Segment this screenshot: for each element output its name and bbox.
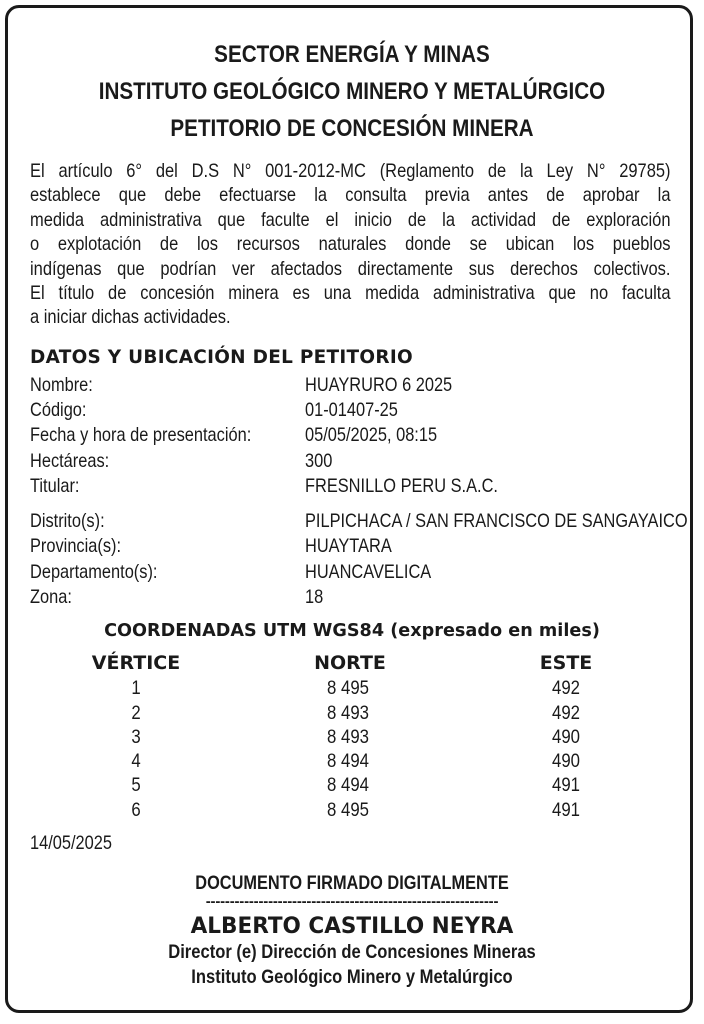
vertex-cell: 3 (131, 726, 141, 748)
header-sector: SECTOR ENERGÍA Y MINAS (214, 41, 490, 68)
vertex-cell: 6 (131, 799, 141, 821)
field-label: Distrito(s): (30, 510, 105, 532)
field-titular (0, 475, 704, 499)
field-label: Provincia(s): (30, 535, 122, 557)
field-value: HUAYRURO 6 2025 (305, 374, 453, 396)
header-institute: INSTITUTO GEOLÓGICO MINERO Y METALÚRGICO (98, 78, 606, 105)
field-hectareas (0, 450, 704, 474)
field-provincia (0, 535, 704, 559)
field-value: 18 (305, 586, 324, 608)
signer-name: ALBERTO CASTILLO NEYRA (190, 914, 514, 939)
norte-cell: 8 493 (327, 726, 369, 748)
paragraph-line: El título de concesión minera es una medida administrativa que no faculta (30, 282, 671, 305)
paragraph-line: establece que debe efectuarse la consulta previa antes de aprobar la (30, 184, 671, 207)
field-fecha-presentacion (0, 424, 704, 448)
norte-cell: 8 495 (327, 677, 369, 699)
field-value: PILPICHACA / SAN FRANCISCO DE SANGAYAICO (305, 510, 688, 532)
vertex-cell: 2 (131, 702, 141, 724)
field-departamento (0, 561, 704, 585)
este-cell: 492 (551, 677, 580, 699)
digital-signature-notice: DOCUMENTO FIRMADO DIGITALMENTE (195, 873, 509, 894)
paragraph-line: El artículo 6° del D.S N° 001-2012-MC (Reglamento de la Ley N° 29785) (30, 160, 671, 182)
field-label: Zona: (30, 586, 72, 608)
field-distrito (0, 510, 704, 534)
field-label: Nombre: (30, 374, 93, 396)
este-cell: 491 (551, 774, 580, 796)
norte-cell: 8 495 (327, 799, 369, 821)
field-label: Titular: (30, 475, 80, 497)
signer-position: Director (e) Dirección de Concesiones Mineras (168, 941, 536, 963)
header-petitorio: PETITORIO DE CONCESIÓN MINERA (170, 115, 534, 142)
signature-separator: ------------------------------------------------------------- (205, 893, 499, 910)
paragraph-line: indígenas que podrían ver afectados directamente sus derechos colectivos. (30, 257, 671, 280)
paragraph-line: a iniciar dichas actividades. (30, 306, 231, 329)
este-cell: 490 (551, 750, 580, 772)
field-value: FRESNILLO PERU S.A.C. (305, 475, 498, 497)
paragraph-line: o explotación de los recursos naturales donde se ubican los pueblos (30, 233, 671, 256)
legal-paragraph (30, 159, 671, 330)
field-nombre (0, 374, 704, 398)
notice-frame (5, 5, 693, 1013)
vertex-cell: 5 (131, 774, 141, 796)
column-header-norte: NORTE (314, 652, 386, 674)
norte-cell: 8 494 (327, 750, 369, 772)
vertex-cell: 4 (131, 750, 141, 772)
field-zona (0, 586, 704, 610)
este-cell: 490 (551, 726, 580, 748)
field-value: 01-01407-25 (305, 399, 398, 421)
field-value: 300 (305, 450, 333, 472)
vertex-cell: 1 (131, 677, 141, 699)
field-value: 05/05/2025, 08:15 (305, 424, 438, 446)
field-value: HUAYTARA (305, 535, 392, 557)
coordinates-title: COORDENADAS UTM WGS84 (expresado en miles) (104, 620, 600, 641)
column-header-este: ESTE (539, 652, 593, 674)
paragraph-line: medida administrativa que faculte el inicio de la actividad de exploración (30, 208, 671, 231)
norte-cell: 8 493 (327, 702, 369, 724)
field-value: HUANCAVELICA (305, 561, 432, 583)
field-label: Código: (30, 399, 87, 421)
field-label: Departamento(s): (30, 561, 158, 583)
signer-institution: Instituto Geológico Minero y Metalúrgico (191, 966, 513, 988)
este-cell: 492 (551, 702, 580, 724)
column-header-vertice: VÉRTICE (91, 652, 181, 674)
field-label: Hectáreas: (30, 450, 110, 472)
norte-cell: 8 494 (327, 774, 369, 796)
publication-date: 14/05/2025 (30, 832, 112, 854)
field-codigo (0, 399, 704, 423)
datos-section-title: DATOS Y UBICACIÓN DEL PETITORIO (30, 346, 413, 368)
este-cell: 491 (551, 799, 580, 821)
field-label: Fecha y hora de presentación: (30, 424, 252, 446)
